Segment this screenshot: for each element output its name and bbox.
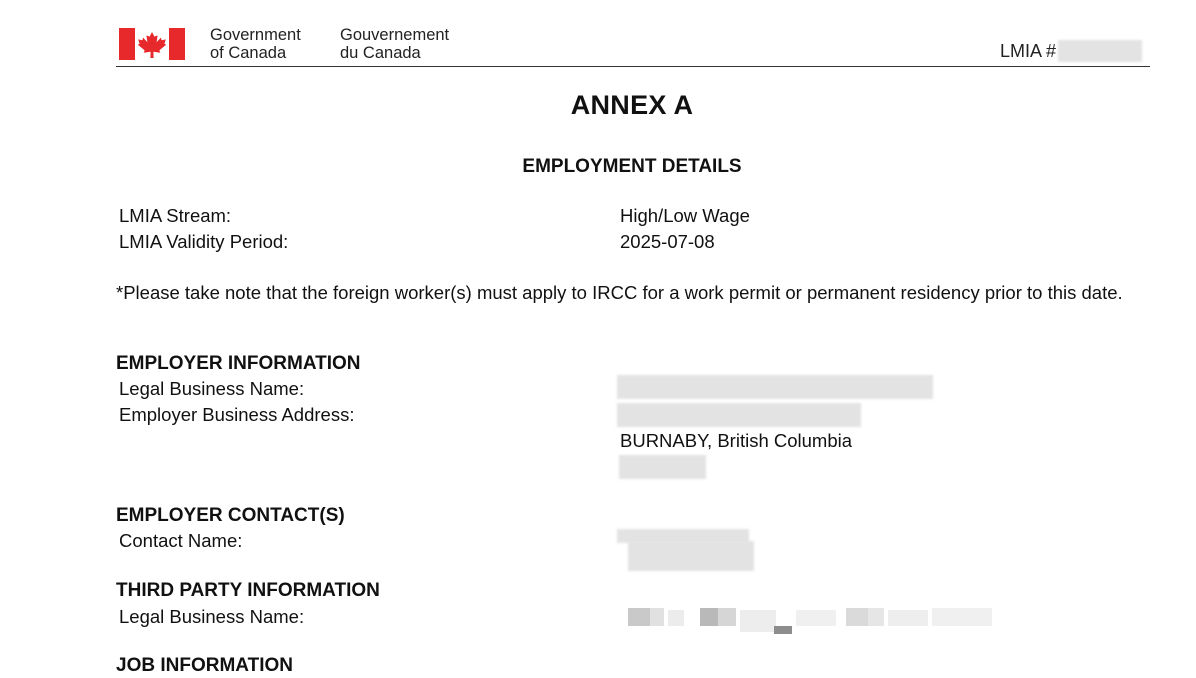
annex-title: ANNEX A: [570, 90, 694, 120]
validity-note: *Please take note that the foreign worker(s) must apply to IRCC for a work permit or permanent residency prior to this date.: [116, 282, 1123, 303]
lmia-stream-value: High/Low Wage: [620, 205, 750, 226]
employment-details-heading: EMPLOYMENT DETAILS: [522, 156, 742, 177]
redacted-employer-address: [617, 403, 861, 427]
redacted-employer-legal-name: [617, 375, 933, 399]
redacted-lmia-number: [1058, 40, 1142, 62]
gov-en-line2: of Canada: [210, 44, 287, 62]
redacted-contact-name: [628, 541, 754, 571]
employer-contacts-heading: EMPLOYER CONTACT(S): [116, 505, 345, 526]
gov-fr-line1: Gouvernement: [340, 26, 450, 44]
gov-en-line1: Government: [210, 26, 301, 44]
employer-address-label: Employer Business Address:: [119, 404, 355, 425]
redacted-postal-code: [619, 455, 706, 479]
third-party-legal-name-label: Legal Business Name:: [119, 606, 305, 627]
job-information-heading: JOB INFORMATION: [116, 655, 293, 676]
lmia-number: [1000, 40, 1142, 62]
gouvernement-du-canada-wordmark: [340, 26, 449, 62]
canada-flag-icon: [119, 28, 185, 60]
lmia-stream-label: LMIA Stream:: [119, 205, 232, 226]
lmia-validity-label: LMIA Validity Period:: [119, 231, 289, 252]
lmia-validity-value: 2025-07-08: [620, 231, 715, 252]
employer-information-heading: EMPLOYER INFORMATION: [116, 353, 361, 374]
contact-name-label: Contact Name:: [119, 530, 243, 551]
employer-city-province: BURNABY, British Columbia: [620, 430, 853, 451]
employer-legal-name-label: Legal Business Name:: [119, 378, 305, 399]
lmia-number-label: LMIA #: [1000, 40, 1057, 61]
third-party-information-heading: THIRD PARTY INFORMATION: [116, 580, 380, 601]
gov-fr-line2: du Canada: [340, 44, 421, 62]
government-of-canada-wordmark: [210, 26, 301, 62]
header-divider: [116, 66, 1150, 67]
